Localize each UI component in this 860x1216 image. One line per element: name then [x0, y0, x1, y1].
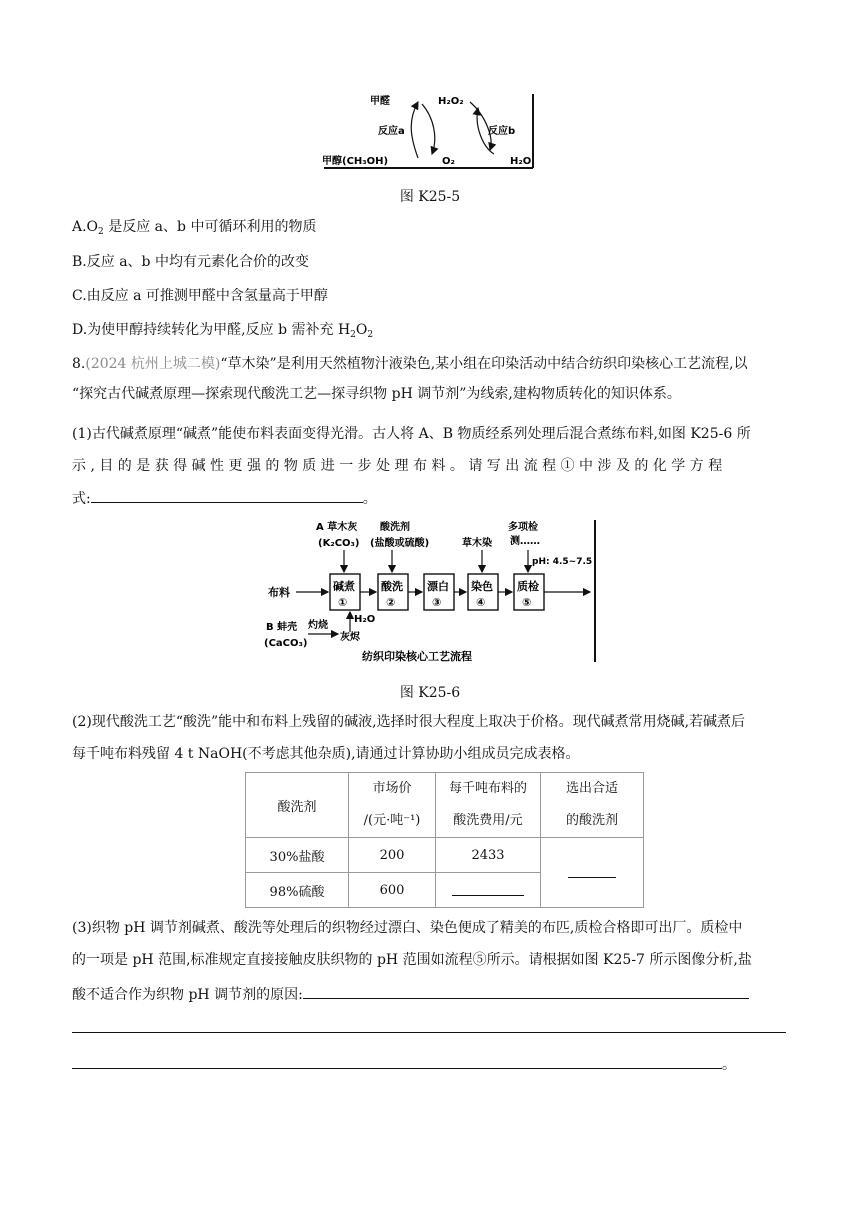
cell-cost: 2433 — [436, 838, 541, 873]
svg-text:⑤: ⑤ — [522, 596, 532, 609]
cell-price: 200 — [349, 838, 436, 873]
cell-cost-answer[interactable] — [436, 873, 541, 908]
svg-text:碱煮: 碱煮 — [333, 580, 355, 593]
q8-part1-answer-blank[interactable] — [91, 488, 363, 503]
q8-part3-line5: 。 — [72, 1054, 788, 1075]
q8-part3-line3: 酸不适合作为织物 pH 调节剂的原因: — [72, 984, 788, 1005]
label-h2o: H₂O — [510, 156, 532, 167]
q8-source: (2024 杭州上城二模) — [85, 356, 221, 372]
label-reaction-b: 反应b — [488, 126, 516, 137]
label-multi-check-l2: 测…… — [510, 536, 540, 547]
step-box-1 — [330, 574, 360, 610]
option-d: D.为使甲醇持续转化为甲醛,反应 b 需补充 $H_2O_2$ — [72, 322, 374, 340]
label-methanol: 甲醇(CH₃OH) — [322, 156, 389, 167]
th-choose-agent: 选出合适 的酸洗剂 — [541, 773, 644, 838]
label-b-shell: B 蚌壳 — [266, 622, 298, 633]
q8-part2-line1: (2)现代酸洗工艺“酸洗”能中和布料上残留的碱液,选择时很大程度上取决于价格。现代碱煮常用烧碱,若碱煮后 — [72, 714, 746, 730]
svg-text:①: ① — [338, 596, 348, 609]
label-plant-dye: 草木染 — [462, 538, 492, 549]
svg-text:③: ③ — [432, 596, 442, 609]
q8-part1-line3: 式: 。 — [72, 488, 788, 509]
figure-k25-5-caption: 图 K25-5 — [399, 189, 461, 205]
th-market-price: 市场价 /(元·吨⁻¹) — [349, 773, 436, 838]
cell-agent: 30%盐酸 — [246, 838, 349, 873]
option-b: B.反应 a、b 中均有元素化合价的改变 — [72, 254, 309, 270]
svg-text:④: ④ — [476, 596, 486, 609]
th-acid-agent: 酸洗剂 — [246, 773, 349, 838]
option-c: C.由反应 a 可推测甲醛中含氢量高于甲醇 — [72, 288, 328, 304]
q8-part3-answer-blank-1[interactable] — [303, 984, 749, 999]
q8-part1-line2: 示 , 目 的 是 获 得 碱 性 更 强 的 物 质 进 一 步 处 理 布 料 。 请 写 出 流 程 ① 中 涉 及 的 化 学 方 程 — [72, 458, 723, 474]
cell-choose-answer[interactable] — [541, 838, 644, 908]
label-b-formula: (CaCO₃) — [264, 638, 308, 649]
choose-agent-blank[interactable] — [568, 863, 616, 878]
table-header-row — [246, 773, 644, 838]
label-ph-range: pH: 4.5~7.5 — [532, 557, 593, 567]
option-a: $A.O_2$ 是反应 a、b 中可循环利用的物质 — [72, 219, 317, 237]
reaction-a-arc — [411, 102, 418, 158]
svg-text:②: ② — [386, 596, 396, 609]
label-reaction-a: 反应a — [378, 126, 405, 137]
label-o2: O₂ — [442, 156, 455, 167]
label-water: H₂O — [354, 614, 376, 625]
figure-k25-6 — [252, 516, 602, 666]
figure-k25-6-caption: 图 K25-6 — [399, 685, 461, 701]
label-acid-agent: 酸洗剂 — [380, 522, 410, 533]
q8-part3-answer-blank-2[interactable] — [72, 1032, 786, 1033]
q8-part3-line2: 的一项是 pH 范围,标准规定直接接触皮肤织物的 pH 范围如流程⑤所示。请根据如图 K25-7 所示图像分析,盐 — [72, 952, 752, 968]
reaction-a-arc-h2o2 — [422, 104, 435, 154]
label-multi-check-l1: 多项检 — [508, 522, 538, 533]
q8-stem-line1: 8.(2024 杭州上城二模)“草木染”是利用天然植物汁液染色,某小组在印染活动中结合纺织印染核心工艺流程,以 — [72, 356, 748, 372]
label-acid-detail: (盐酸或硫酸) — [370, 538, 430, 549]
cell-price: 600 — [349, 873, 436, 908]
step-box-3 — [424, 574, 454, 610]
svg-text:染色: 染色 — [471, 580, 493, 593]
label-methanal: 甲醛 — [370, 96, 390, 107]
svg-text:质检: 质检 — [517, 580, 539, 593]
acid-cost-table — [245, 772, 644, 908]
cell-agent: 98%硫酸 — [246, 873, 349, 908]
th-cost-per-kiloton: 每千吨布料的 酸洗费用/元 — [436, 773, 541, 838]
sulfuric-cost-blank[interactable] — [452, 881, 524, 896]
q8-part3-answer-blank-3[interactable] — [72, 1054, 722, 1069]
figure-k25-5 — [318, 88, 542, 172]
step-box-2 — [378, 574, 408, 610]
table-row — [246, 838, 644, 873]
q8-part3-line1: (3)织物 pH 调节剂碱煮、酸洗等处理后的织物经过漂白、染色便成了精美的布匹,质检合格即可出厂。质检中 — [72, 920, 743, 936]
svg-text:酸洗: 酸洗 — [381, 580, 403, 593]
label-a-straw-ash: A 草木灰 — [316, 522, 358, 533]
q8-part1-line1: (1)古代碱煮原理“碱煮”能使布料表面变得光滑。古人将 A、B 物质经系列处理后混合煮练布料,如图 K25-6 所 — [72, 426, 751, 442]
label-a-formula: (K₂CO₃) — [318, 538, 360, 549]
q8-stem-line2: “探究古代碱煮原理—探索现代酸洗工艺—探寻织物 pH 调节剂”为线索,建构物质转化的知识体系。 — [72, 386, 681, 402]
label-cloth: 布料 — [268, 586, 290, 599]
step-box-4 — [468, 574, 498, 610]
flow-title: 纺织印染核心工艺流程 — [362, 650, 472, 663]
step-box-5 — [514, 574, 544, 610]
label-burn: 灼烧 — [308, 620, 328, 631]
label-ash: 灰烬 — [340, 632, 360, 643]
svg-text:漂白: 漂白 — [427, 580, 449, 593]
q8-part2-line2: 每千吨布料残留 4 t NaOH(不考虑其他杂质),请通过计算协助小组成员完成表格。 — [72, 746, 580, 762]
label-h2o2: H₂O₂ — [438, 96, 464, 107]
